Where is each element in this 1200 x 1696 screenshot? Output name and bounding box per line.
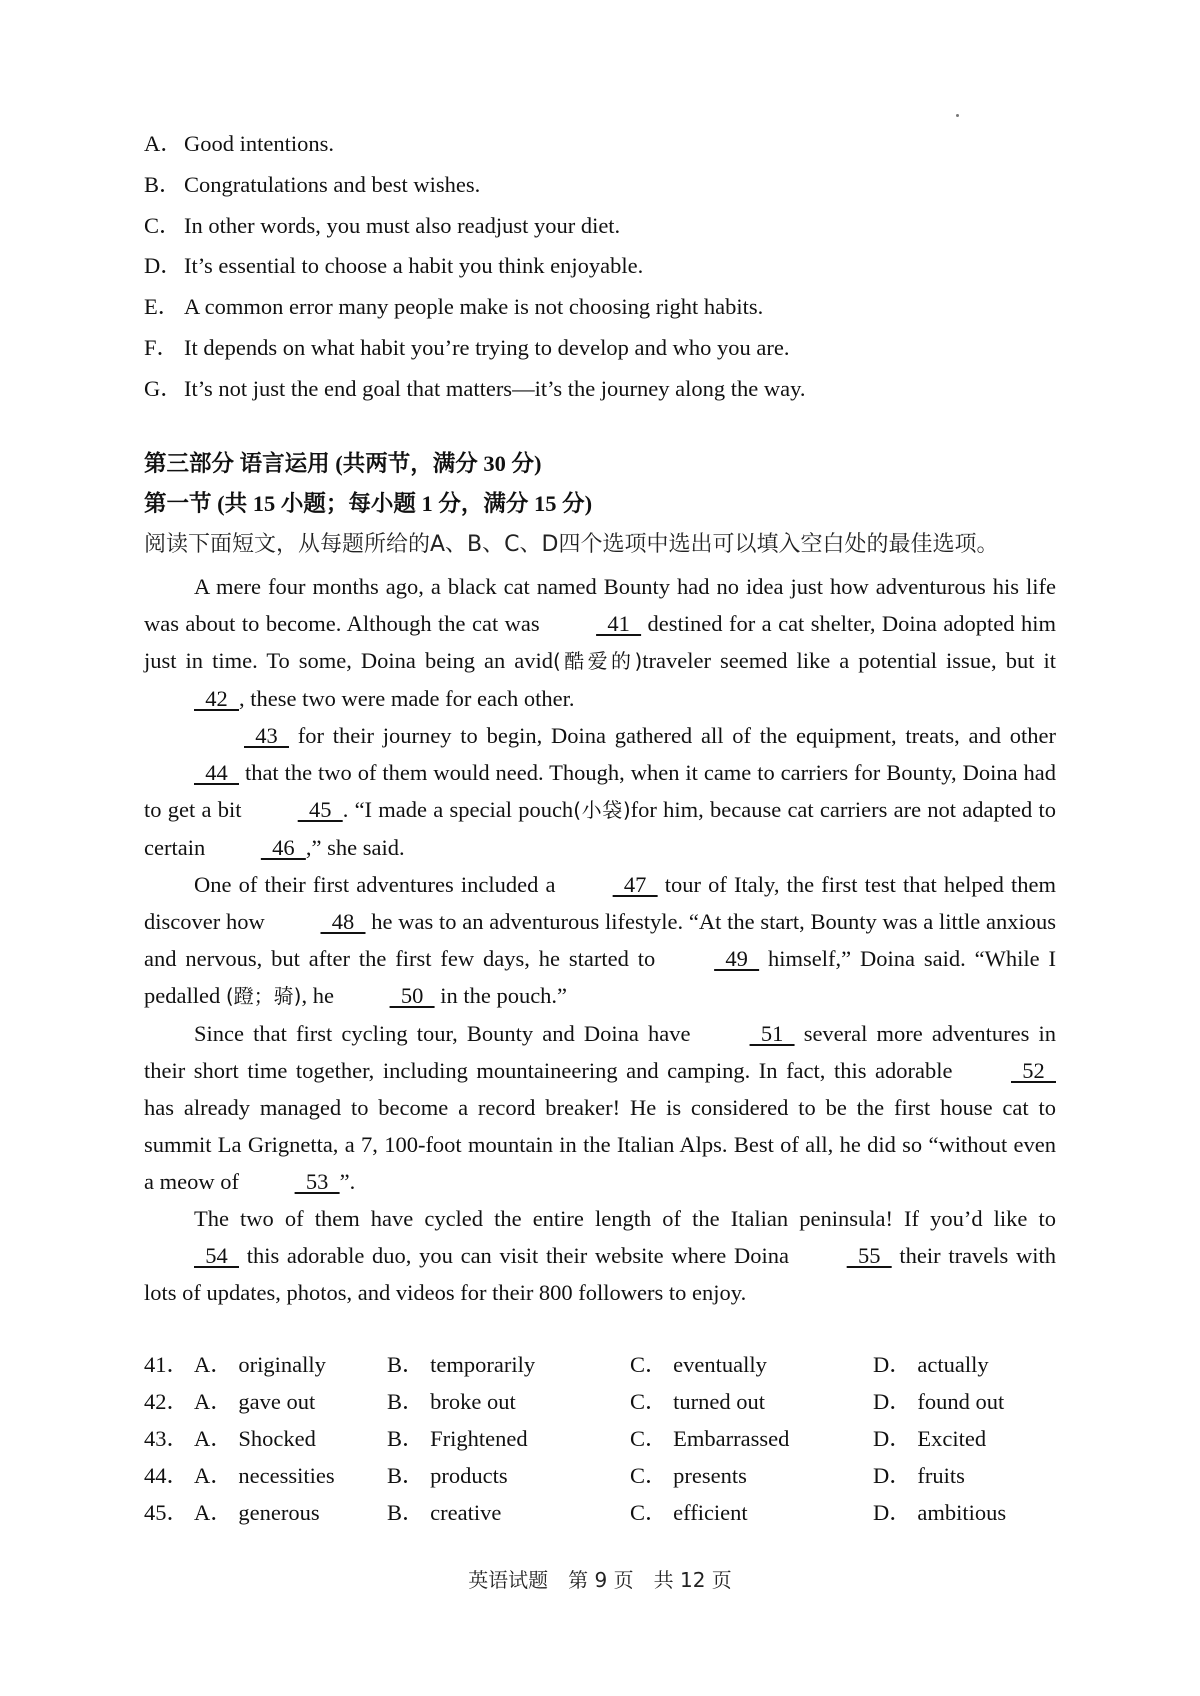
option-text: Good intentions. xyxy=(184,131,334,156)
question-number: 42． xyxy=(144,1389,190,1414)
passage-text: destined for a cat shelter, Doina adopted him just in time. To some, Doina being an avid xyxy=(144,611,1056,673)
blank-43: 43 xyxy=(244,723,289,748)
option-letter: F． xyxy=(144,334,180,360)
option-letter: G． xyxy=(144,375,183,401)
page-footer: 英语试题 第 9 页 共 12 页 xyxy=(468,1568,732,1592)
passage-text: this adorable duo, you can visit their website where Doina xyxy=(239,1243,797,1268)
passage-text: A mere four months ago, a black cat named Bounty had no idea just how adventurous his life was about to become. Although the cat was xyxy=(144,574,1056,636)
option-d xyxy=(144,246,1094,287)
option-text: It’s essential to choose a habit you think enjoyable. xyxy=(184,253,644,279)
part-heading: 第三部分 语言运用 (共两节，满分 30 分) xyxy=(144,451,542,476)
option-letter: D． xyxy=(144,253,183,279)
blank-42: 42 xyxy=(194,686,239,711)
choice-c: C． eventually xyxy=(630,1352,767,1377)
option-letter: A． xyxy=(144,131,183,156)
passage-text: The two of them have cycled the entire length of the Italian peninsula! If you’d like to xyxy=(194,1206,1056,1231)
choice-d: D． fruits xyxy=(873,1463,965,1488)
passage-text: , these two were made for each other. xyxy=(239,686,575,711)
choice-b: B． temporarily xyxy=(387,1352,536,1377)
passage-text: has already managed to become a record breaker! He is considered to be the first house cat to summit La Grignetta, a 7, 100-foot mountain in the Italian Alps. Best of all, he did so “without even a meow of xyxy=(144,1095,1056,1194)
choice-d: D． ambitious xyxy=(873,1500,1007,1525)
option-letter: B． xyxy=(144,171,182,197)
choice-a: A． generous xyxy=(194,1500,320,1525)
answer-options-list xyxy=(144,124,1094,410)
passage-text: for him, because cat carriers are not adapted to certain xyxy=(144,797,1057,860)
blank-47: 47 xyxy=(612,872,658,897)
passage-paragraph-2 xyxy=(144,717,1056,866)
passage-text: . “I made a special pouch xyxy=(342,797,574,822)
choice-b: B． broke out xyxy=(387,1389,516,1414)
passage-paragraph-3 xyxy=(144,866,1056,1015)
option-b xyxy=(144,165,1094,206)
question-number: 45． xyxy=(144,1500,190,1525)
option-text: A common error many people make is not choosing right habits. xyxy=(184,294,764,320)
passage-text: their travels with lots of updates, photos, and videos for their 800 followers to enjoy. xyxy=(144,1243,1056,1305)
question-row-43 xyxy=(144,1420,1094,1457)
blank-49: 49 xyxy=(714,946,760,971)
choice-a: A． gave out xyxy=(194,1389,316,1414)
question-number: 43． xyxy=(144,1426,190,1451)
passage-text: several more adventures in their short time together, including mountaineering and camping. In fact, this adorable xyxy=(144,1021,1056,1083)
passage-text: , he xyxy=(301,983,340,1008)
choice-a: A． Shocked xyxy=(194,1426,316,1451)
passage-text: ,” she said. xyxy=(305,835,405,860)
passage-text: One of their first adventures included a xyxy=(194,872,563,897)
choice-d: D． found out xyxy=(873,1389,1005,1414)
passage-text: ”. xyxy=(339,1169,356,1194)
question-row-42 xyxy=(144,1383,1094,1420)
subsection-heading: 第一节 (共 15 小题；每小题 1 分，满分 15 分) xyxy=(144,491,593,516)
section-instruction: 阅读下面短文，从每题所给的A、B、C、D四个选项中选出可以填入空白处的最佳选项。 xyxy=(144,532,999,557)
choice-a: A． necessities xyxy=(194,1463,335,1488)
passage-text: Since that first cycling tour, Bounty and Doina have xyxy=(194,1021,700,1046)
choice-a: A． originally xyxy=(194,1352,326,1377)
blank-41: 41 xyxy=(596,611,642,636)
blank-44: 44 xyxy=(194,760,239,785)
option-f xyxy=(144,328,1094,369)
blank-55: 55 xyxy=(846,1243,892,1268)
passage-text: himself,” Doina said. “While I pedalled xyxy=(144,946,1056,1008)
question-number: 44． xyxy=(144,1463,190,1488)
passage-paragraph-5 xyxy=(144,1200,1056,1311)
option-text: In other words, you must also readjust your diet. xyxy=(184,212,621,238)
option-text: It’s not just the end goal that matters—it’s the journey along the way. xyxy=(184,375,806,401)
passage-paragraph-1 xyxy=(144,568,1056,717)
choice-d: D． actually xyxy=(873,1352,989,1377)
option-text: It depends on what habit you’re trying to develop and who you are. xyxy=(184,334,790,360)
choice-d: D． Excited xyxy=(873,1426,987,1451)
question-choices xyxy=(144,1346,1094,1531)
blank-51: 51 xyxy=(749,1021,795,1046)
question-row-45 xyxy=(144,1494,1094,1531)
option-c xyxy=(144,206,1094,247)
chinese-gloss: (蹬；骑) xyxy=(225,984,302,1008)
blank-52: 52 xyxy=(1011,1058,1056,1083)
blank-50: 50 xyxy=(389,983,435,1008)
option-letter: C． xyxy=(144,212,182,238)
question-row-44 xyxy=(144,1457,1094,1494)
passage-text: in the pouch.” xyxy=(434,983,568,1008)
option-e xyxy=(144,287,1094,328)
choice-c: C． presents xyxy=(630,1463,747,1488)
passage-text: for their journey to begin, Doina gathered all of the equipment, treats, and other xyxy=(289,723,1056,748)
cloze-passage xyxy=(144,568,1056,1311)
blank-54: 54 xyxy=(194,1243,239,1268)
passage-text: tour of Italy, the first test that helped them discover how xyxy=(144,872,1056,934)
blank-53: 53 xyxy=(294,1169,340,1194)
scan-speck xyxy=(956,114,959,117)
passage-paragraph-4 xyxy=(144,1015,1056,1200)
option-text: Congratulations and best wishes. xyxy=(184,171,481,197)
option-a xyxy=(144,124,1094,165)
choice-b: B． Frightened xyxy=(387,1426,528,1451)
chinese-gloss: (小袋) xyxy=(573,798,631,822)
choice-c: C． turned out xyxy=(630,1389,765,1414)
question-row-41 xyxy=(144,1346,1094,1383)
option-letter: E． xyxy=(144,294,181,320)
question-number: 41． xyxy=(144,1352,190,1377)
chinese-gloss: (酷爱的) xyxy=(553,649,643,673)
option-g xyxy=(144,369,1094,410)
blank-48: 48 xyxy=(320,909,366,934)
blank-45: 45 xyxy=(297,797,343,822)
choice-c: C． Embarrassed xyxy=(630,1426,790,1451)
choice-c: C． efficient xyxy=(630,1500,748,1525)
passage-text: that the two of them would need. Though, when it came to carriers for Bounty, Doina had to get a bit xyxy=(144,760,1056,822)
choice-b: B． products xyxy=(387,1463,508,1488)
passage-text: he was to an adventurous lifestyle. “At the start, Bounty was a little anxious and nervous, but after the first few days, he started to xyxy=(144,909,1056,971)
choice-b: B． creative xyxy=(387,1500,502,1525)
passage-text: traveler seemed like a potential issue, but it xyxy=(642,648,1056,673)
blank-46: 46 xyxy=(260,835,306,860)
